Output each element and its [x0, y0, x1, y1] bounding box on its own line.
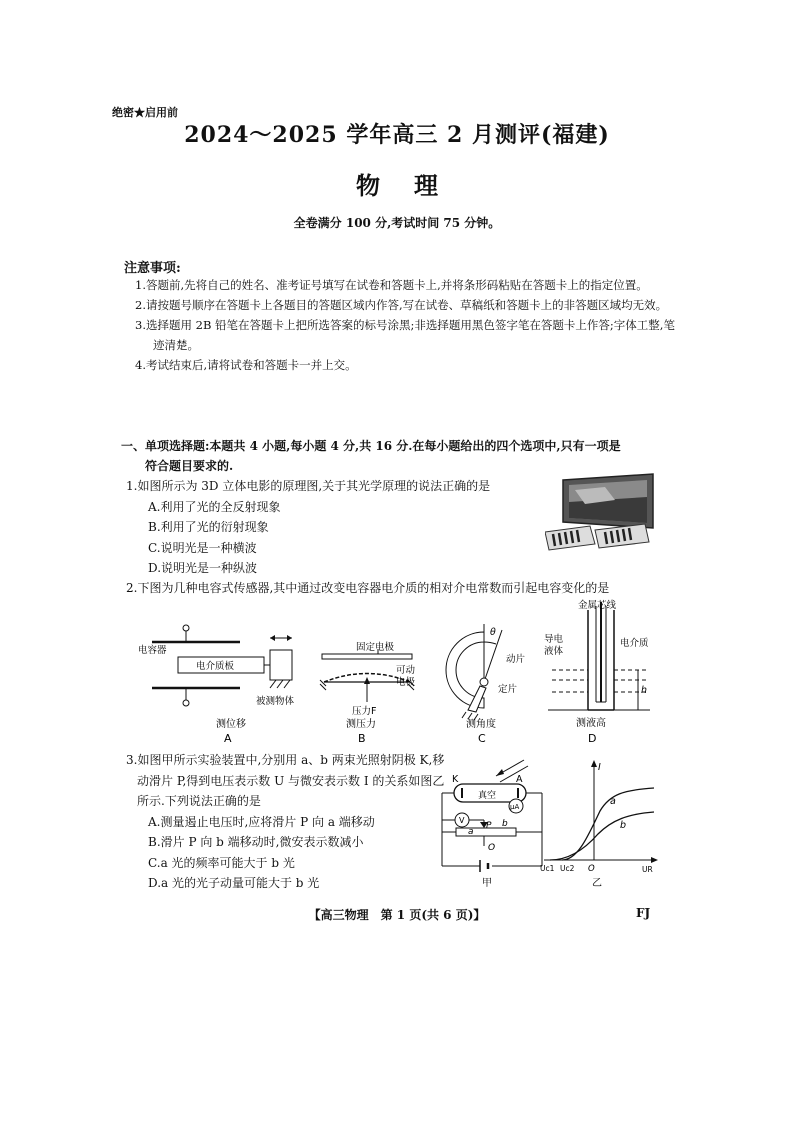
- curve-b: [550, 812, 654, 860]
- label-uc1: Uc1: [540, 864, 555, 873]
- question-stem: 1.如图所示为 3D 立体电影的原理图,关于其光学原理的说法正确的是: [126, 479, 491, 493]
- label-object: 被测物体: [256, 696, 295, 707]
- notice-item: 3.选择题用 2B 铅笔在答题卡上把所选答案的标号涂黑;非选择题用黑色签字笔在答题卡上作答;字体工整,笔迹清楚。: [135, 318, 675, 352]
- notice-list: [135, 275, 675, 375]
- full-score-note: 全卷满分 100 分,考试时间 75 分钟。: [293, 216, 501, 230]
- notice-item: 4.考试结束后,请将试卷和答题卡一并上交。: [135, 358, 357, 372]
- caption-a: 测位移: [216, 719, 246, 730]
- notice-item: 1.答题前,先将自己的姓名、准考证号填写在试卷和答题卡上,并将条形码粘贴在答题卡上的指定位置。: [135, 278, 648, 292]
- label-fixed-electrode: 固定电极: [356, 642, 395, 653]
- curve-a: [562, 788, 654, 860]
- question-3: [126, 750, 446, 894]
- caption-d: 测液高: [576, 718, 606, 729]
- option-b: B.利用了光的衍射现象: [148, 520, 269, 534]
- label-h: h: [641, 685, 648, 696]
- sensor-figure-a: [138, 620, 298, 745]
- letter-b: B: [358, 732, 366, 745]
- label-force: 压力F: [352, 706, 377, 717]
- label-a-electrode: A: [516, 774, 523, 785]
- label-k: K: [452, 774, 459, 785]
- caption-c: 测角度: [466, 719, 496, 730]
- voltmeter-symbol: V: [459, 816, 465, 825]
- question-stem: 3.如图甲所示实验装置中,分别用 a、b 两束光照射阴极 K,移动滑片 P,得到电压表示数 U 与微安表示数 I 的关系如图乙所示.下列说法正确的是: [126, 753, 445, 808]
- section-line1: 一、单项选择题:本题共 4 小题,每小题 4 分,共 16 分.在每小题给出的四个选项中,只有一项是: [121, 439, 621, 453]
- label-i-axis: I: [598, 762, 601, 773]
- option-b: B.滑片 P 向 b 端移动时,微安表示数减小: [148, 835, 364, 849]
- label-curve-b: b: [620, 820, 627, 831]
- label-vacuum: 真空: [478, 791, 497, 801]
- subject-title: 物理: [356, 171, 472, 200]
- option-a: A.测量遏止电压时,应将滑片 P 向 a 端移动: [148, 814, 375, 829]
- section-line2: 符合题目要求的.: [145, 459, 234, 473]
- label-movable: 可动: [396, 665, 416, 676]
- option-a: A.利用了光的全反射现象: [148, 499, 281, 514]
- letter-c: C: [478, 732, 486, 745]
- 3d-cinema-figure: [545, 472, 660, 554]
- label-ur: UR: [642, 865, 653, 874]
- label-electrode: 电极: [396, 677, 416, 688]
- question-2: [126, 578, 686, 599]
- question-1: [126, 476, 546, 579]
- label-fixed-plate: 定片: [498, 684, 518, 695]
- label-p: P: [486, 821, 492, 831]
- label-o-yi: O: [588, 864, 595, 874]
- caption-yi: 乙: [592, 878, 602, 888]
- sensor-figure-d: [538, 598, 658, 746]
- option-d: D.说明光是一种纵波: [148, 561, 258, 575]
- label-uc2: Uc2: [560, 864, 575, 873]
- letter-a: A: [224, 732, 232, 745]
- label-liquid: 液体: [544, 646, 564, 657]
- notice-item: 2.请按题号顺序在答题卡上各题目的答题区域内作答,写在试卷、草稿纸和答题卡上的非答题区域均无效。: [135, 298, 668, 312]
- microammeter-symbol: μA: [510, 803, 520, 811]
- region-code: FJ: [636, 906, 651, 920]
- question-stem: 2.下图为几种电容式传感器,其中通过改变电容器电介质的相对介电常数而引起电容变化的是: [126, 581, 610, 595]
- sensor-figure-c: [436, 620, 534, 745]
- secret-label: 绝密★启用前: [112, 106, 178, 119]
- label-theta: θ: [490, 627, 496, 638]
- section-heading: [121, 436, 681, 476]
- label-dielectric: 电介质板: [196, 661, 235, 672]
- label-conductive: 导电: [544, 634, 564, 645]
- exam-title: 2024～2025 学年高三 2 月测评(福建): [184, 122, 610, 148]
- circuit-figure-jia: [432, 754, 552, 888]
- caption-jia: 甲: [482, 878, 492, 888]
- caption-b: 测压力: [346, 719, 376, 730]
- label-metal-core: 金属芯线: [578, 600, 617, 611]
- option-c: C.说明光是一种横波: [148, 540, 257, 555]
- sensor-figure-b: [318, 620, 428, 745]
- label-capacitor: 电容器: [138, 645, 167, 656]
- label-curve-a: a: [610, 796, 616, 807]
- label-dielectric-d: 电介质: [620, 638, 649, 649]
- letter-d: D: [588, 732, 597, 745]
- notice-heading: 注意事项:: [124, 261, 181, 276]
- label-b-end: b: [502, 819, 508, 829]
- option-d: D.a 光的光子动量可能大于 b 光: [148, 876, 320, 890]
- label-moving-plate: 动片: [506, 654, 526, 665]
- label-a-end: a: [468, 827, 474, 837]
- page-footer: 【高三物理 第 1 页(共 6 页)】: [308, 908, 486, 922]
- label-o-jia: O: [488, 843, 496, 853]
- iu-graph-yi: [538, 756, 662, 888]
- option-c: C.a 光的频率可能大于 b 光: [148, 855, 295, 870]
